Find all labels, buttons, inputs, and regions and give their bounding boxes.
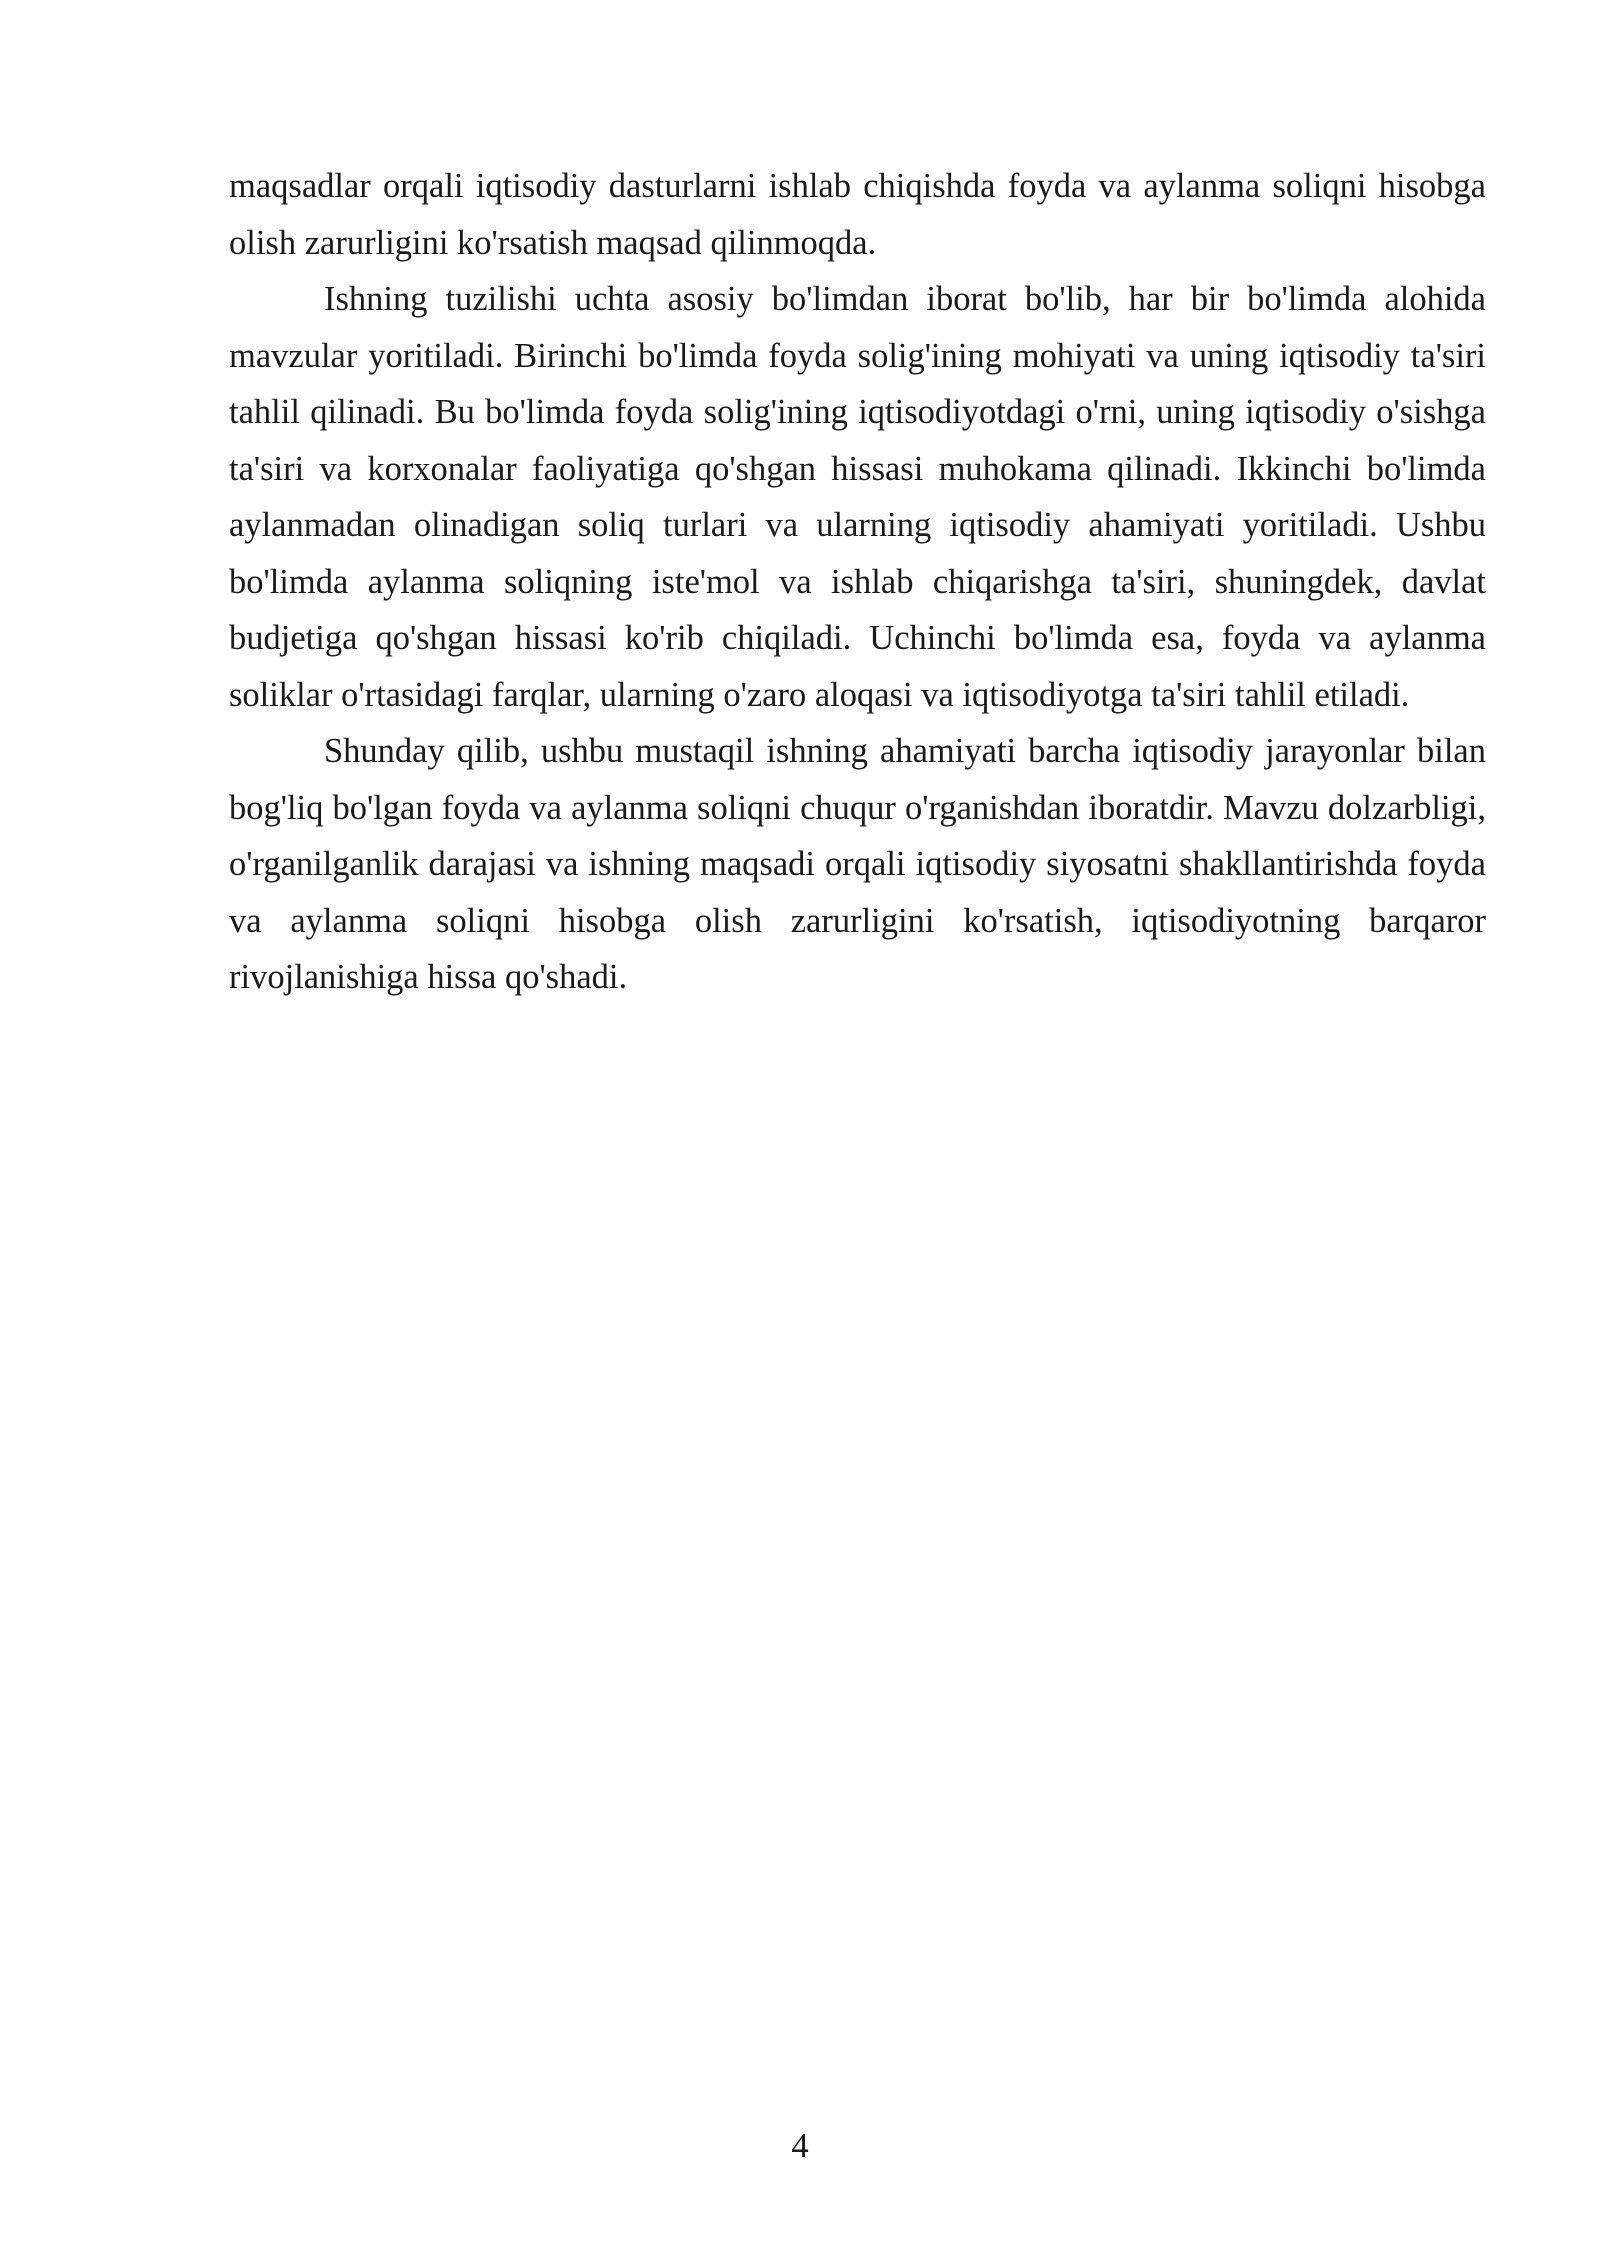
- page-number: 4: [791, 2127, 809, 2165]
- paragraph-conclusion: Shunday qilib, ushbu mustaqil ishning ahamiyati barcha iqtisodiy jarayonlar bilan bog'liq bo'lgan foyda va aylanma soliqni chuqur o'rganishdan iboratdir. Mavzu dolzarbligi, o'rganilganlik darajasi va ishning maqsadi orqali iqtisodiy siyosatni shakllantirishda foyda va aylanma soliqni hisobga olish zarurligini ko'rsatish, iqtisodiyotning barqaror rivojlanishiga hissa qo'shadi.: [229, 732, 1486, 996]
- paragraph-structure: Ishning tuzilishi uchta asosiy bo'limdan iborat bo'lib, har bir bo'limda alohida mavzular yoritiladi. Birinchi bo'limda foyda solig'ining mohiyati va uning iqtisodiy ta'siri tahlil qilinadi. Bu bo'limda foyda solig'ining iqtisodiyotdagi o'rni, uning iqtisodiy o'sishga ta'siri va korxonalar faoliyatiga qo'shgan hissasi muhokama qilinadi. Ikkinchi bo'limda aylanmadan olinadigan soliq turlari va ularning iqtisodiy ahamiyati yoritiladi. Ushbu bo'limda aylanma soliqning iste'mol va ishlab chiqarishga ta'siri, shuningdek, davlat budjetiga qo'shgan hissasi ko'rib chiqiladi. Uchinchi bo'limda esa, foyda va aylanma soliklar o'rtasidagi farqlar, ularning o'zaro aloqasi va iqtisodiyotga ta'siri tahlil etiladi.: [229, 280, 1486, 714]
- paragraph-continuation: maqsadlar orqali iqtisodiy dasturlarni ishlab chiqishda foyda va aylanma soliqni hisobga olish zarurligini ko'rsatish maqsad qilinmoqda.: [229, 167, 1486, 262]
- body-text: [229, 158, 1486, 1006]
